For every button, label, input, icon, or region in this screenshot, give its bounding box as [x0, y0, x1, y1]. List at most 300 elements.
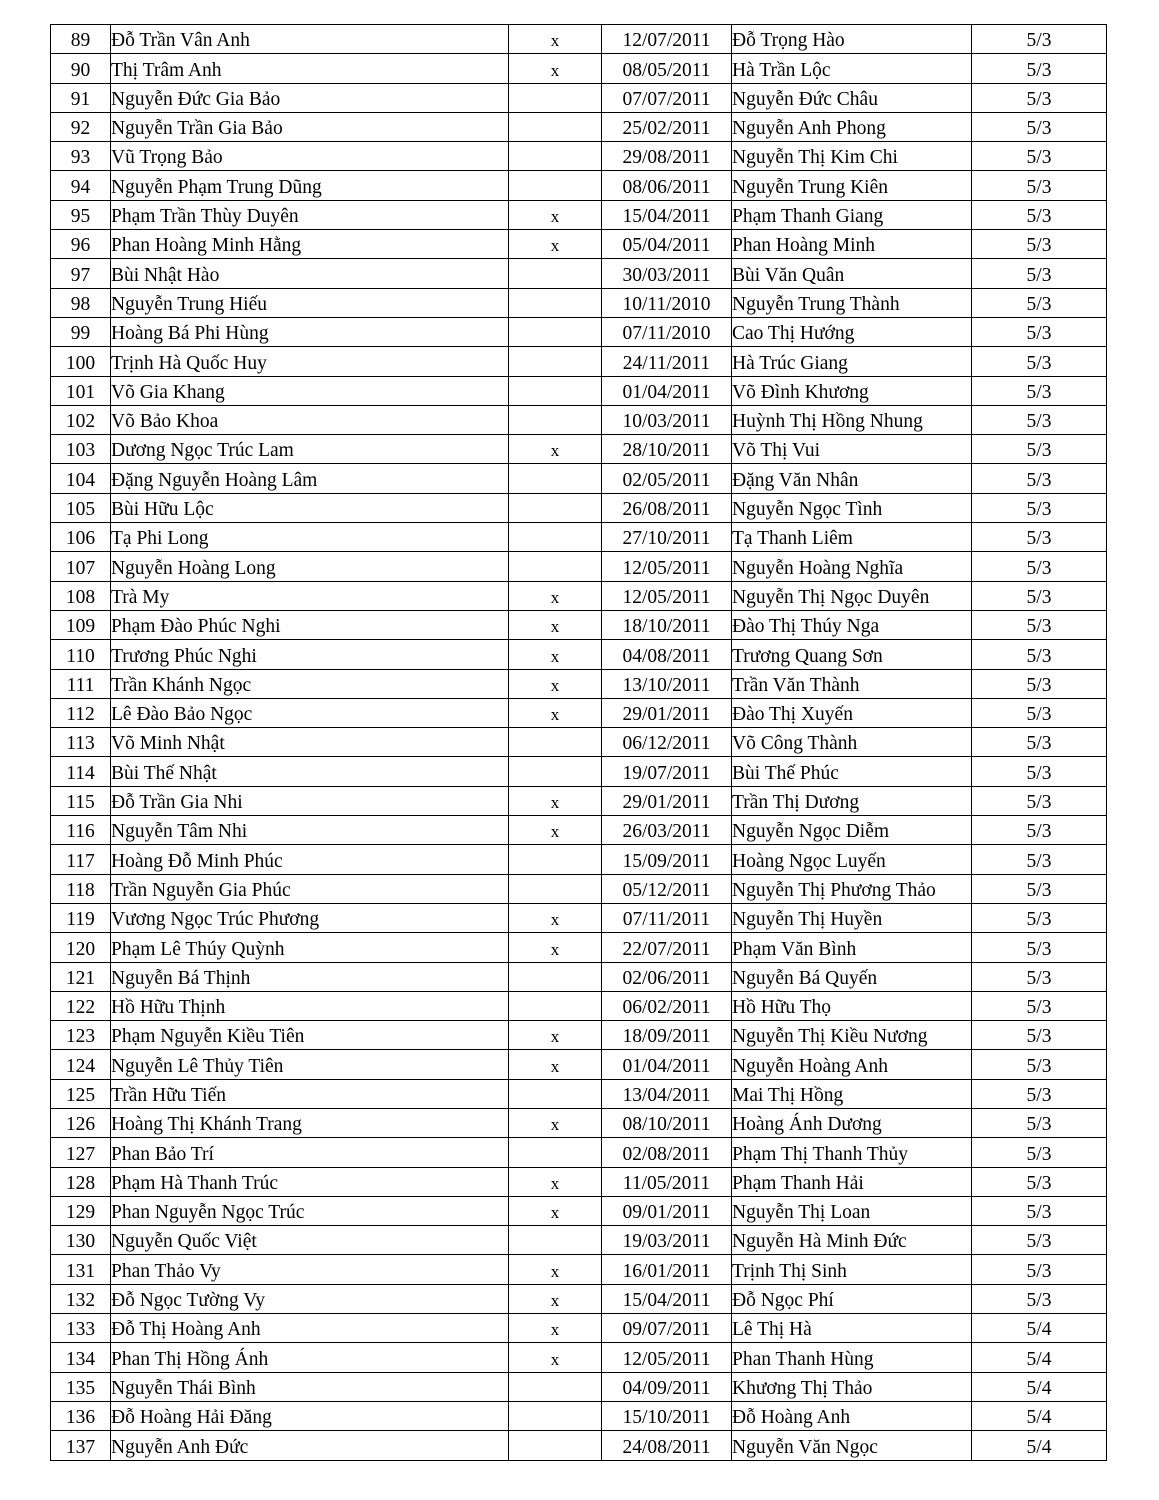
row-number: 121	[51, 962, 111, 991]
student-name: Vương Ngọc Trúc Phương	[111, 903, 509, 932]
class-name: 5/3	[972, 200, 1107, 229]
female-mark	[509, 1138, 602, 1167]
class-name: 5/3	[972, 493, 1107, 522]
female-mark	[509, 405, 602, 434]
table-row	[51, 464, 1107, 493]
parent-name: Huỳnh Thị Hồng Nhung	[732, 405, 972, 434]
student-name: Võ Bảo Khoa	[111, 405, 509, 434]
class-name: 5/3	[972, 142, 1107, 171]
date-of-birth: 22/07/2011	[602, 933, 732, 962]
parent-name: Đào Thị Xuyến	[732, 698, 972, 727]
parent-name: Nguyễn Đức Châu	[732, 83, 972, 112]
date-of-birth: 02/08/2011	[602, 1138, 732, 1167]
date-of-birth: 02/06/2011	[602, 962, 732, 991]
parent-name: Phạm Thị Thanh Thủy	[732, 1138, 972, 1167]
female-mark	[509, 523, 602, 552]
row-number: 135	[51, 1372, 111, 1401]
table-row	[51, 405, 1107, 434]
female-mark	[509, 1372, 602, 1401]
parent-name: Trần Văn Thành	[732, 669, 972, 698]
class-name: 5/3	[972, 1108, 1107, 1137]
table-row	[51, 610, 1107, 639]
female-mark	[509, 1401, 602, 1430]
female-mark: x	[509, 1343, 602, 1372]
table-row	[51, 1138, 1107, 1167]
class-name: 5/3	[972, 962, 1107, 991]
row-number: 114	[51, 757, 111, 786]
student-name: Nguyễn Hoàng Long	[111, 552, 509, 581]
student-name: Đỗ Thị Hoàng Anh	[111, 1314, 509, 1343]
date-of-birth: 06/12/2011	[602, 728, 732, 757]
student-name: Nguyễn Thái Bình	[111, 1372, 509, 1401]
student-name: Phan Thị Hồng Ánh	[111, 1343, 509, 1372]
parent-name: Phan Thanh Hùng	[732, 1343, 972, 1372]
student-name: Phạm Đào Phúc Nghi	[111, 610, 509, 639]
female-mark: x	[509, 1167, 602, 1196]
table-row	[51, 786, 1107, 815]
female-mark	[509, 991, 602, 1020]
student-name: Hồ Hữu Thịnh	[111, 991, 509, 1020]
date-of-birth: 26/03/2011	[602, 816, 732, 845]
female-mark: x	[509, 640, 602, 669]
row-number: 94	[51, 171, 111, 200]
parent-name: Mai Thị Hồng	[732, 1079, 972, 1108]
female-mark	[509, 288, 602, 317]
date-of-birth: 09/07/2011	[602, 1314, 732, 1343]
parent-name: Phạm Văn Bình	[732, 933, 972, 962]
date-of-birth: 11/05/2011	[602, 1167, 732, 1196]
female-mark: x	[509, 1314, 602, 1343]
class-name: 5/3	[972, 610, 1107, 639]
row-number: 117	[51, 845, 111, 874]
female-mark: x	[509, 581, 602, 610]
student-name: Dương Ngọc Trúc Lam	[111, 435, 509, 464]
table-row	[51, 933, 1107, 962]
date-of-birth: 13/10/2011	[602, 669, 732, 698]
student-name: Nguyễn Đức Gia Bảo	[111, 83, 509, 112]
parent-name: Tạ Thanh Liêm	[732, 523, 972, 552]
table-row	[51, 1079, 1107, 1108]
date-of-birth: 12/05/2011	[602, 1343, 732, 1372]
parent-name: Cao Thị Hướng	[732, 317, 972, 346]
row-number: 137	[51, 1431, 111, 1460]
date-of-birth: 10/03/2011	[602, 405, 732, 434]
parent-name: Nguyễn Ngọc Diễm	[732, 816, 972, 845]
student-roster-table	[50, 24, 1107, 1461]
class-name: 5/3	[972, 25, 1107, 54]
table-row	[51, 728, 1107, 757]
table-row	[51, 698, 1107, 727]
row-number: 98	[51, 288, 111, 317]
female-mark	[509, 464, 602, 493]
row-number: 104	[51, 464, 111, 493]
class-name: 5/3	[972, 523, 1107, 552]
table-row	[51, 142, 1107, 171]
female-mark: x	[509, 435, 602, 464]
table-row	[51, 1108, 1107, 1137]
female-mark	[509, 1079, 602, 1108]
parent-name: Nguyễn Thị Ngọc Duyên	[732, 581, 972, 610]
student-name: Lê Đào Bảo Ngọc	[111, 698, 509, 727]
row-number: 92	[51, 112, 111, 141]
parent-name: Nguyễn Thị Huyền	[732, 903, 972, 932]
student-name: Nguyễn Tâm Nhi	[111, 816, 509, 845]
row-number: 136	[51, 1401, 111, 1430]
table-row	[51, 83, 1107, 112]
parent-name: Võ Đình Khương	[732, 376, 972, 405]
female-mark: x	[509, 1108, 602, 1137]
class-name: 5/4	[972, 1431, 1107, 1460]
table-row	[51, 1050, 1107, 1079]
female-mark: x	[509, 1255, 602, 1284]
female-mark: x	[509, 230, 602, 259]
student-name: Phan Thảo Vy	[111, 1255, 509, 1284]
class-name: 5/3	[972, 83, 1107, 112]
row-number: 128	[51, 1167, 111, 1196]
student-name: Nguyễn Trung Hiếu	[111, 288, 509, 317]
date-of-birth: 07/07/2011	[602, 83, 732, 112]
student-name: Phạm Nguyễn Kiều Tiên	[111, 1021, 509, 1050]
date-of-birth: 08/10/2011	[602, 1108, 732, 1137]
table-row	[51, 230, 1107, 259]
student-name: Nguyễn Lê Thủy Tiên	[111, 1050, 509, 1079]
class-name: 5/3	[972, 640, 1107, 669]
row-number: 133	[51, 1314, 111, 1343]
table-row	[51, 1372, 1107, 1401]
female-mark	[509, 112, 602, 141]
row-number: 105	[51, 493, 111, 522]
class-name: 5/3	[972, 845, 1107, 874]
class-name: 5/3	[972, 317, 1107, 346]
class-name: 5/3	[972, 728, 1107, 757]
parent-name: Võ Thị Vui	[732, 435, 972, 464]
parent-name: Hà Trần Lộc	[732, 54, 972, 83]
date-of-birth: 01/04/2011	[602, 1050, 732, 1079]
row-number: 113	[51, 728, 111, 757]
parent-name: Lê Thị Hà	[732, 1314, 972, 1343]
row-number: 124	[51, 1050, 111, 1079]
class-name: 5/3	[972, 757, 1107, 786]
row-number: 130	[51, 1226, 111, 1255]
row-number: 100	[51, 347, 111, 376]
student-name: Phan Nguyễn Ngọc Trúc	[111, 1196, 509, 1225]
table-row	[51, 552, 1107, 581]
parent-name: Nguyễn Thị Kiều Nương	[732, 1021, 972, 1050]
row-number: 103	[51, 435, 111, 464]
parent-name: Nguyễn Hoàng Anh	[732, 1050, 972, 1079]
student-name: Bùi Thế Nhật	[111, 757, 509, 786]
table-row	[51, 1401, 1107, 1430]
student-name: Phan Bảo Trí	[111, 1138, 509, 1167]
parent-name: Hoàng Ngọc Luyến	[732, 845, 972, 874]
date-of-birth: 06/02/2011	[602, 991, 732, 1020]
table-row	[51, 288, 1107, 317]
table-row	[51, 200, 1107, 229]
row-number: 95	[51, 200, 111, 229]
class-name: 5/4	[972, 1401, 1107, 1430]
student-name: Phạm Lê Thúy Quỳnh	[111, 933, 509, 962]
student-name: Nguyễn Quốc Việt	[111, 1226, 509, 1255]
female-mark: x	[509, 1021, 602, 1050]
row-number: 102	[51, 405, 111, 434]
student-name: Trà My	[111, 581, 509, 610]
roster-body	[51, 25, 1107, 1461]
student-name: Đặng Nguyễn Hoàng Lâm	[111, 464, 509, 493]
parent-name: Đặng Văn Nhân	[732, 464, 972, 493]
row-number: 119	[51, 903, 111, 932]
row-number: 129	[51, 1196, 111, 1225]
student-name: Phan Hoàng Minh Hằng	[111, 230, 509, 259]
date-of-birth: 15/04/2011	[602, 1284, 732, 1313]
row-number: 97	[51, 259, 111, 288]
date-of-birth: 16/01/2011	[602, 1255, 732, 1284]
class-name: 5/3	[972, 698, 1107, 727]
female-mark: x	[509, 933, 602, 962]
female-mark: x	[509, 25, 602, 54]
parent-name: Hoàng Ánh Dương	[732, 1108, 972, 1137]
parent-name: Đỗ Hoàng Anh	[732, 1401, 972, 1430]
female-mark	[509, 317, 602, 346]
class-name: 5/3	[972, 874, 1107, 903]
table-row	[51, 669, 1107, 698]
table-row	[51, 1314, 1107, 1343]
class-name: 5/3	[972, 376, 1107, 405]
parent-name: Nguyễn Thị Loan	[732, 1196, 972, 1225]
table-row	[51, 874, 1107, 903]
parent-name: Phạm Thanh Giang	[732, 200, 972, 229]
table-row	[51, 523, 1107, 552]
class-name: 5/3	[972, 786, 1107, 815]
class-name: 5/3	[972, 54, 1107, 83]
table-row	[51, 25, 1107, 54]
date-of-birth: 24/11/2011	[602, 347, 732, 376]
row-number: 132	[51, 1284, 111, 1313]
parent-name: Nguyễn Hà Minh Đức	[732, 1226, 972, 1255]
row-number: 131	[51, 1255, 111, 1284]
student-name: Trần Nguyễn Gia Phúc	[111, 874, 509, 903]
row-number: 116	[51, 816, 111, 845]
female-mark: x	[509, 816, 602, 845]
parent-name: Phạm Thanh Hải	[732, 1167, 972, 1196]
date-of-birth: 07/11/2010	[602, 317, 732, 346]
student-name: Hoàng Thị Khánh Trang	[111, 1108, 509, 1137]
female-mark: x	[509, 200, 602, 229]
parent-name: Bùi Thế Phúc	[732, 757, 972, 786]
date-of-birth: 12/05/2011	[602, 552, 732, 581]
date-of-birth: 05/04/2011	[602, 230, 732, 259]
class-name: 5/3	[972, 1021, 1107, 1050]
female-mark	[509, 962, 602, 991]
student-name: Đỗ Trần Vân Anh	[111, 25, 509, 54]
female-mark	[509, 347, 602, 376]
date-of-birth: 04/09/2011	[602, 1372, 732, 1401]
student-name: Trịnh Hà Quốc Huy	[111, 347, 509, 376]
date-of-birth: 12/07/2011	[602, 25, 732, 54]
class-name: 5/3	[972, 991, 1107, 1020]
table-row	[51, 493, 1107, 522]
row-number: 89	[51, 25, 111, 54]
female-mark	[509, 171, 602, 200]
table-row	[51, 1226, 1107, 1255]
student-name: Võ Gia Khang	[111, 376, 509, 405]
class-name: 5/3	[972, 112, 1107, 141]
class-name: 5/3	[972, 581, 1107, 610]
row-number: 123	[51, 1021, 111, 1050]
female-mark	[509, 1226, 602, 1255]
class-name: 5/3	[972, 464, 1107, 493]
student-name: Võ Minh Nhật	[111, 728, 509, 757]
date-of-birth: 30/03/2011	[602, 259, 732, 288]
table-row	[51, 1284, 1107, 1313]
female-mark: x	[509, 610, 602, 639]
date-of-birth: 15/10/2011	[602, 1401, 732, 1430]
table-row	[51, 1021, 1107, 1050]
class-name: 5/3	[972, 1167, 1107, 1196]
date-of-birth: 29/01/2011	[602, 786, 732, 815]
class-name: 5/3	[972, 347, 1107, 376]
class-name: 5/3	[972, 435, 1107, 464]
row-number: 126	[51, 1108, 111, 1137]
female-mark	[509, 728, 602, 757]
student-name: Trần Hữu Tiến	[111, 1079, 509, 1108]
date-of-birth: 13/04/2011	[602, 1079, 732, 1108]
parent-name: Hồ Hữu Thọ	[732, 991, 972, 1020]
date-of-birth: 25/02/2011	[602, 112, 732, 141]
female-mark: x	[509, 1196, 602, 1225]
table-row	[51, 1167, 1107, 1196]
student-name: Tạ Phi Long	[111, 523, 509, 552]
table-row	[51, 903, 1107, 932]
row-number: 108	[51, 581, 111, 610]
date-of-birth: 29/01/2011	[602, 698, 732, 727]
row-number: 106	[51, 523, 111, 552]
class-name: 5/3	[972, 933, 1107, 962]
row-number: 118	[51, 874, 111, 903]
student-name: Nguyễn Anh Đức	[111, 1431, 509, 1460]
class-name: 5/3	[972, 288, 1107, 317]
parent-name: Nguyễn Trung Kiên	[732, 171, 972, 200]
female-mark	[509, 259, 602, 288]
parent-name: Nguyễn Trung Thành	[732, 288, 972, 317]
date-of-birth: 07/11/2011	[602, 903, 732, 932]
date-of-birth: 26/08/2011	[602, 493, 732, 522]
row-number: 107	[51, 552, 111, 581]
row-number: 122	[51, 991, 111, 1020]
row-number: 115	[51, 786, 111, 815]
female-mark: x	[509, 1050, 602, 1079]
row-number: 110	[51, 640, 111, 669]
row-number: 120	[51, 933, 111, 962]
row-number: 90	[51, 54, 111, 83]
class-name: 5/3	[972, 405, 1107, 434]
date-of-birth: 15/09/2011	[602, 845, 732, 874]
table-row	[51, 962, 1107, 991]
female-mark	[509, 845, 602, 874]
row-number: 134	[51, 1343, 111, 1372]
class-name: 5/4	[972, 1314, 1107, 1343]
table-row	[51, 435, 1107, 464]
date-of-birth: 05/12/2011	[602, 874, 732, 903]
female-mark	[509, 376, 602, 405]
class-name: 5/3	[972, 1079, 1107, 1108]
date-of-birth: 18/09/2011	[602, 1021, 732, 1050]
class-name: 5/3	[972, 171, 1107, 200]
table-row	[51, 991, 1107, 1020]
parent-name: Nguyễn Thị Kim Chi	[732, 142, 972, 171]
date-of-birth: 29/08/2011	[602, 142, 732, 171]
table-row	[51, 376, 1107, 405]
student-name: Đỗ Trần Gia Nhi	[111, 786, 509, 815]
student-name: Đỗ Ngọc Tường Vy	[111, 1284, 509, 1313]
date-of-birth: 04/08/2011	[602, 640, 732, 669]
date-of-birth: 12/05/2011	[602, 581, 732, 610]
table-row	[51, 347, 1107, 376]
class-name: 5/3	[972, 1138, 1107, 1167]
row-number: 96	[51, 230, 111, 259]
parent-name: Trịnh Thị Sinh	[732, 1255, 972, 1284]
table-row	[51, 54, 1107, 83]
female-mark	[509, 142, 602, 171]
table-row	[51, 816, 1107, 845]
parent-name: Phan Hoàng Minh	[732, 230, 972, 259]
row-number: 91	[51, 83, 111, 112]
date-of-birth: 08/06/2011	[602, 171, 732, 200]
table-row	[51, 1196, 1107, 1225]
parent-name: Nguyễn Bá Quyến	[732, 962, 972, 991]
female-mark: x	[509, 786, 602, 815]
parent-name: Nguyễn Hoàng Nghĩa	[732, 552, 972, 581]
date-of-birth: 08/05/2011	[602, 54, 732, 83]
parent-name: Nguyễn Thị Phương Thảo	[732, 874, 972, 903]
table-row	[51, 171, 1107, 200]
class-name: 5/3	[972, 816, 1107, 845]
class-name: 5/4	[972, 1343, 1107, 1372]
female-mark: x	[509, 903, 602, 932]
student-name: Phạm Hà Thanh Trúc	[111, 1167, 509, 1196]
table-row	[51, 581, 1107, 610]
table-row	[51, 317, 1107, 346]
row-number: 93	[51, 142, 111, 171]
student-name: Phạm Trần Thùy Duyên	[111, 200, 509, 229]
female-mark	[509, 552, 602, 581]
row-number: 127	[51, 1138, 111, 1167]
date-of-birth: 15/04/2011	[602, 200, 732, 229]
row-number: 99	[51, 317, 111, 346]
class-name: 5/3	[972, 259, 1107, 288]
student-name: Đỗ Hoàng Hải Đăng	[111, 1401, 509, 1430]
table-row	[51, 259, 1107, 288]
student-name: Nguyễn Phạm Trung Dũng	[111, 171, 509, 200]
class-name: 5/3	[972, 230, 1107, 259]
parent-name: Đỗ Ngọc Phí	[732, 1284, 972, 1313]
parent-name: Trương Quang Sơn	[732, 640, 972, 669]
parent-name: Hà Trúc Giang	[732, 347, 972, 376]
row-number: 109	[51, 610, 111, 639]
date-of-birth: 09/01/2011	[602, 1196, 732, 1225]
date-of-birth: 19/07/2011	[602, 757, 732, 786]
date-of-birth: 02/05/2011	[602, 464, 732, 493]
class-name: 5/3	[972, 1226, 1107, 1255]
date-of-birth: 18/10/2011	[602, 610, 732, 639]
student-name: Bùi Nhật Hào	[111, 259, 509, 288]
date-of-birth: 27/10/2011	[602, 523, 732, 552]
female-mark	[509, 493, 602, 522]
parent-name: Đào Thị Thúy Nga	[732, 610, 972, 639]
class-name: 5/3	[972, 1284, 1107, 1313]
female-mark	[509, 1431, 602, 1460]
female-mark: x	[509, 54, 602, 83]
parent-name: Bùi Văn Quân	[732, 259, 972, 288]
